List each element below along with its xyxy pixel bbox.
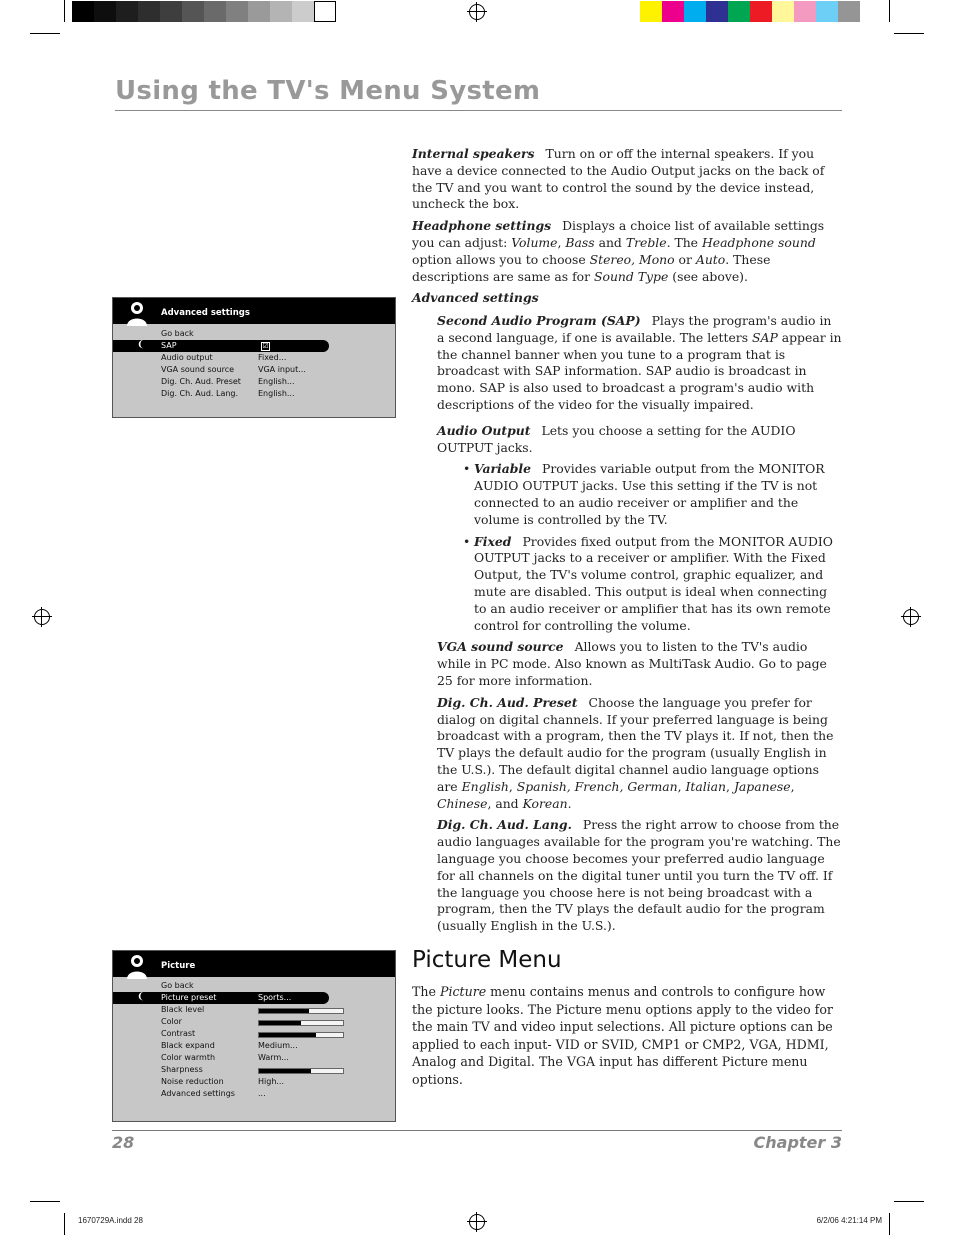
slug-file: 1670729A.indd 28 [78,1216,143,1225]
row-value: Fixed... [258,353,287,362]
color-swatch [640,1,662,22]
color-swatch [816,1,838,22]
row-label: Contrast [161,1029,196,1038]
slug-date: 6/2/06 4:21:14 PM [816,1216,882,1225]
text: . [567,795,572,811]
dig-preset-paragraph [437,695,842,813]
gray-swatch [94,1,116,22]
row-value: VGA input... [258,365,306,374]
registration-mark-icon [469,4,485,20]
audio-output-paragraph [437,423,842,457]
menu-row-go-back[interactable] [113,980,329,992]
menu-row-advanced-settings[interactable] [113,1088,329,1100]
term: Internal speakers [412,146,535,161]
text: . The [666,234,702,250]
text: and [594,234,626,250]
headphone-settings-paragraph [412,218,840,285]
text: Plays the program's audio in a second language, if one is available. The letters [437,313,832,345]
text: . These descriptions are same as for [412,251,771,284]
row-value: Sports... [258,993,292,1002]
page-title: Using the TV's Menu System [115,76,541,106]
row-label: Sharpness [161,1065,203,1074]
black-level-slider[interactable] [258,1008,344,1014]
gray-swatch [116,1,138,22]
term: Dig. Ch. Aud. Lang. [437,817,572,833]
row-label: Black expand [161,1041,215,1050]
text: Stereo, Mono [589,251,675,267]
text: Provides fixed output from the MONITOR AUDIO OUTPUT jacks to a receiver or amplifier. With the Fixed Output, the TV's volume control, graphic equalizer, and mute are disabled. This output is ideal when connecting to an audio receiver or amplifier that has its own remote control for controlling the volume. [474,533,833,633]
menu-row-sap[interactable] [113,340,329,352]
menu-row-black-expand[interactable] [113,1040,329,1052]
slider-fill [259,1033,316,1037]
selection-arrow-icon: ❨ [137,340,145,350]
row-label: Go back [161,329,194,338]
text: or [674,251,696,267]
gray-swatch [248,1,270,22]
text: Volume [511,234,558,250]
row-label: Dig. Ch. Aud. Lang. [161,389,239,398]
row-label: VGA sound source [161,365,235,374]
text: , [790,778,795,794]
color-swatch [728,1,750,22]
text: , [508,778,517,794]
crop-mark [894,1201,924,1202]
menu-row-picture-preset[interactable] [113,992,329,1004]
text: menu contains menus and controls to configure how the picture looks. The Picture menu options apply to the video for the main TV and video input selections. All picture options can be applied to each input- VID or SVID, CMP1 or CMP2, VGA, HDMI, Analog and Digital. The VGA input has different Picture menu options. [412,984,833,1087]
color-swatch [838,1,860,22]
menu-header [113,951,395,977]
text: Bass [565,234,595,250]
text: Italian [685,778,727,794]
menu-title: Picture [161,961,196,971]
color-swatch [684,1,706,22]
text: The [412,984,440,999]
color-swatch [772,1,794,22]
gray-swatch [160,1,182,22]
term: Second Audio Program (SAP) [437,313,641,328]
advanced-settings-menu-screen [112,297,396,418]
menu-header [113,298,395,324]
text: , [557,234,566,250]
text: Sound Type [594,268,669,284]
selection-arrow-icon: ❨ [137,992,145,1002]
bullet: • [463,461,471,477]
row-label: Audio output [161,353,213,362]
row-value: Warm... [258,1053,289,1062]
row-value: High... [258,1077,285,1086]
registration-mark-icon [469,1214,485,1230]
slider-fill [259,1069,311,1073]
text: option allows you to choose [412,251,590,267]
term: Variable [474,461,532,477]
slider-fill [259,1021,301,1025]
title-divider [115,110,842,111]
text: Japanese [733,778,791,794]
row-label: Color warmth [161,1053,216,1062]
text: Choose the language you prefer for dialog on digital channels. If your preferred language is being broadcast with a program, then the TV plays it. If not, then the TV plays the default audio for the program (usually English in the U.S.). The default digital channel audio language options are [437,694,834,794]
text: Korean [522,795,568,811]
crop-mark [30,33,60,34]
text: Treble [625,234,667,250]
row-value: ... [258,1089,266,1098]
text: English [461,778,509,794]
crop-mark [30,1201,60,1202]
fixed-bullet [437,534,842,635]
footer-divider [112,1130,842,1131]
dig-lang-paragraph [437,817,842,935]
picture-menu-screen [112,950,396,1122]
text: appear in the channel banner when you tune to a program that is broadcast with SAP information. SAP audio is broadcast in mono. SAP is also used to broadcast a program's audio with descriptions of the video for the visually impaired. [437,329,842,412]
person-icon [123,953,149,979]
variable-bullet [437,461,842,528]
term: Dig. Ch. Aud. Preset [437,694,578,710]
text: Press the right arrow to choose from the audio languages available for the program you're watching. The language you choose becomes your preferred audio language for all channels on the digital tuner until you turn the TV off. If the language you choose here is not being broadcast with a program, then the TV plays the default audio for the program (usually English in the U.S.). [437,817,841,934]
gray-swatch-strip [72,1,336,22]
internal-speakers-paragraph [412,146,840,213]
gray-swatch [270,1,292,22]
row-label: Noise reduction [161,1077,224,1086]
row-label: Picture preset [161,993,217,1002]
menu-row-vga-sound-source[interactable] [113,364,329,376]
text: SAP [752,329,778,345]
menu-title: Advanced settings [161,308,250,318]
slider-fill [259,1009,309,1013]
menu-row-dig-lang[interactable] [113,388,329,400]
term: VGA sound source [437,639,564,655]
term: Fixed [474,533,512,549]
term: Audio Output [437,422,531,438]
paragraph-text: Turn on or off the internal speakers. If you have a device connected to the Audio Output jacks on the back of the TV and you want to control the sound by the device instead, uncheck the box. [412,146,825,212]
gray-swatch [314,1,336,22]
text: Headphone sound [701,234,816,250]
advanced-settings-heading: Advanced settings [412,290,539,306]
menu-row-audio-output[interactable] [113,352,329,364]
crop-mark [64,1213,65,1235]
picture-menu-heading: Picture Menu [412,947,562,973]
bullet: • [463,533,471,549]
row-label: Color [161,1017,182,1026]
gray-swatch [292,1,314,22]
picture-paragraph [412,983,840,1089]
intro-column [412,146,840,312]
gray-swatch [226,1,248,22]
row-label: SAP [161,341,177,350]
crop-mark [889,0,890,22]
text: Provides variable output from the MONITOR AUDIO OUTPUT jacks. Use this setting if the TV is not connected to an audio receiver or amplifier and the volume is controlled by the TV. [474,461,825,527]
text: Allows you to listen to the TV's audio while in PC mode. Also known as MultiTask Audio. Go to page 25 for more information. [437,639,827,688]
row-label: Black level [161,1005,205,1014]
row-value: Medium... [258,1041,298,1050]
color-slider[interactable] [258,1020,344,1026]
gray-swatch [138,1,160,22]
text: Auto [695,251,726,267]
chapter-label: Chapter 3 [753,1133,842,1152]
text: Picture [439,984,487,999]
sharpness-slider[interactable] [258,1068,344,1074]
vga-sound-source-paragraph [437,639,842,689]
crop-mark [894,33,924,34]
sap-checkbox[interactable]: ☑ [262,342,269,350]
text: , and [487,795,523,811]
color-swatch [662,1,684,22]
text: Chinese [437,795,488,811]
menu-row-sharpness[interactable] [113,1064,329,1076]
row-label: Dig. Ch. Aud. Preset [161,377,241,386]
gray-swatch [204,1,226,22]
menu-row-black-level[interactable] [113,1004,329,1016]
contrast-slider[interactable] [258,1032,344,1038]
color-swatch-strip [640,1,860,22]
row-label: Advanced settings [161,1089,235,1098]
page-number: 28 [112,1133,135,1152]
menu-row-go-back[interactable] [113,328,329,340]
menu-row-contrast[interactable] [113,1028,329,1040]
text: Spanish, French, German [516,778,678,794]
sap-paragraph [437,313,842,414]
row-value: English... [258,389,295,398]
text: (see above). [668,268,748,284]
registration-mark-icon [34,609,50,625]
color-swatch [794,1,816,22]
row-label: Go back [161,981,194,990]
menu-row-color-warmth[interactable] [113,1052,329,1064]
row-value: English... [258,377,295,386]
text: , [677,778,686,794]
menu-row-noise-reduction[interactable] [113,1076,329,1088]
gray-swatch [182,1,204,22]
text: , [726,778,734,794]
registration-mark-icon [903,609,919,625]
crop-mark [889,1213,890,1235]
speaker-person-icon [123,300,149,326]
text: Lets you choose a setting for the AUDIO OUTPUT jacks. [437,422,796,455]
text: Displays a choice list of available settings you can adjust: [412,218,825,250]
color-swatch [706,1,728,22]
menu-row-dig-preset[interactable] [113,376,329,388]
crop-mark [64,0,65,22]
color-swatch [750,1,772,22]
gray-swatch [72,1,94,22]
term: Headphone settings [412,218,552,234]
menu-row-color[interactable] [113,1016,329,1028]
advanced-column [437,313,842,940]
